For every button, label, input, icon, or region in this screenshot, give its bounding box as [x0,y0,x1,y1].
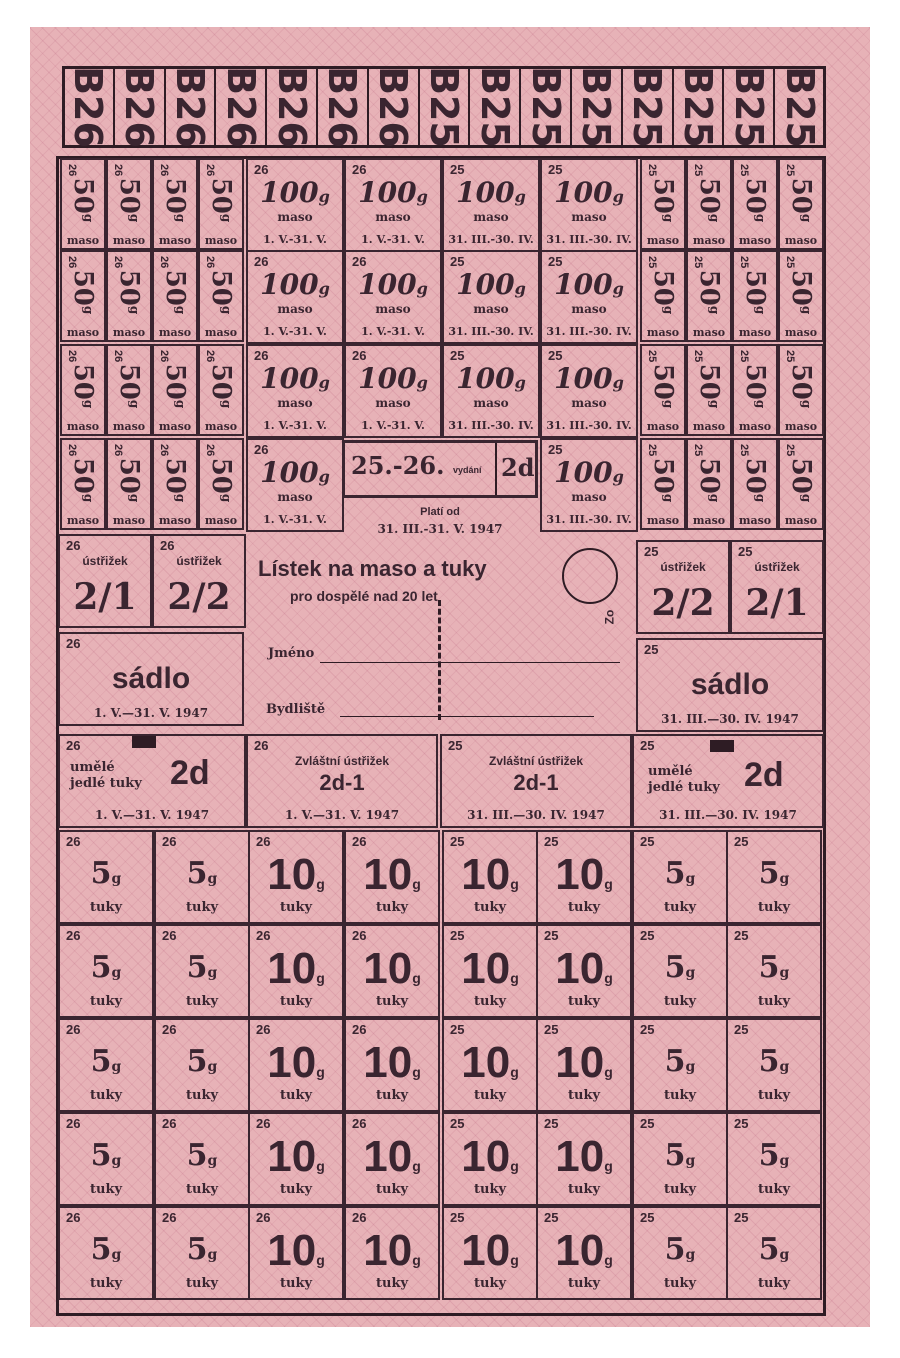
valid-label: Platí od [420,506,460,518]
fat-coupon: 25 10g tuky [536,1018,632,1112]
issue-box [342,440,538,498]
meat-50g-coupon: 26 50$^g$ maso [106,344,152,436]
meat-50g-coupon: 26 50$^g$ maso [106,250,152,342]
fat-coupon: 25 10g tuky [536,924,632,1018]
fat-coupon: 25 10g tuky [536,1206,632,1300]
fat-coupon: 26 10g tuky [248,1018,344,1112]
meat-50g-coupon: 26 50$^g$ maso [60,344,106,436]
header-code: B26 [64,68,115,146]
fat-coupon: 26 5g tuky [58,830,154,924]
meat-50g-coupon: 26 50$^g$ maso [198,158,244,250]
meat-100g-coupon: 26 100g maso 1. V.-31. V. [246,158,344,252]
fat-coupon: 25 5g tuky [632,1112,728,1206]
valid-range: 31. III.-31. V. 1947 [377,522,503,536]
fats-26: 26 umělé jedlé tuky 2d 1. V.—31. V. 1947 [58,734,246,828]
meat-50g-coupon: 26 50$^g$ maso [106,438,152,530]
header-code: B25 [674,68,725,146]
fat-coupon: 26 10g tuky [248,830,344,924]
meat-50g-coupon: 25 50$^g$ maso [640,438,686,530]
meat-50g-coupon: 25 50$^g$ maso [686,158,732,250]
fats-25: 25 umělé jedlé tuky 2d 31. III.—30. IV. 1947 [632,734,824,828]
meat-50g-coupon: 25 50$^g$ maso [732,344,778,436]
meat-100g-coupon: 26 100g maso 1. V.-31. V. [344,158,442,252]
special-26: 26 Zvláštní ústřižek 2d-1 1. V.—31. V. 1947 [246,734,438,828]
meat-50g-coupon: 25 50$^g$ maso [732,158,778,250]
meat-100g-coupon: 26 100g maso 1. V.-31. V. [246,250,344,344]
fat-coupon: 25 10g tuky [442,830,538,924]
fat-coupon: 25 5g tuky [726,1018,822,1112]
fat-coupon: 25 5g tuky [632,830,728,924]
fat-coupon: 25 5g tuky [726,1112,822,1206]
header-code: B26 [115,68,166,146]
meat-100g-coupon: 25 100g maso 31. III.-30. IV. [442,158,540,252]
header-code: B25 [724,68,775,146]
header-code: B26 [318,68,369,146]
lard-25: 25 sádlo 31. III.—30. IV. 1947 [636,638,824,732]
meat-50g-coupon: 25 50$^g$ maso [732,438,778,530]
meat-50g-coupon: 25 50$^g$ maso [686,344,732,436]
fat-coupon: 26 5g tuky [58,1206,154,1300]
special-25: 25 Zvláštní ústřižek 2d-1 31. III.—30. IV. 1947 [440,734,632,828]
fat-coupon: 25 5g tuky [726,830,822,924]
header-code: B26 [267,68,318,146]
fat-coupon: 25 10g tuky [442,1112,538,1206]
meat-100g-coupon: 26 100g maso 1. V.-31. V. [344,250,442,344]
fat-coupon: 26 10g tuky [344,1206,440,1300]
meat-100g-coupon: 25 100g maso 31. III.-30. IV. [540,250,638,344]
meat-100g-coupon: 25 100g maso 31. III.-30. IV. [540,438,638,532]
meat-50g-coupon: 25 50$^g$ maso [778,250,824,342]
meat-100g-coupon: 25 100g maso 31. III.-30. IV. [540,158,638,252]
strip-value: 2/2 [167,576,231,618]
fat-coupon: 25 5g tuky [726,924,822,1018]
header-code: B26 [369,68,420,146]
meat-50g-coupon: 26 50$^g$ maso [152,250,198,342]
meat-50g-coupon: 25 50$^g$ maso [778,438,824,530]
fat-coupon: 26 5g tuky [58,1112,154,1206]
header-code: B25 [521,68,572,146]
fat-coupon: 26 10g tuky [344,830,440,924]
fat-coupon: 26 10g tuky [344,1018,440,1112]
strip-25-2-2: 25 ústřižek 2/2 [636,540,730,634]
header-code: B25 [572,68,623,146]
meat-50g-coupon: 26 50$^g$ maso [152,158,198,250]
fat-coupon: 26 5g tuky [154,924,250,1018]
fat-coupon: 26 5g tuky [154,1112,250,1206]
fat-coupon: 25 5g tuky [632,924,728,1018]
header-code: B25 [420,68,471,146]
meat-50g-coupon: 26 50$^g$ maso [198,344,244,436]
header-code: B25 [623,68,674,146]
meat-100g-coupon: 25 100g maso 31. III.-30. IV. [442,250,540,344]
issue-number: 25.-26. [351,451,445,480]
fat-coupon: 25 5g tuky [632,1206,728,1300]
meat-50g-coupon: 25 50$^g$ maso [732,250,778,342]
address-field[interactable] [340,716,594,717]
fat-coupon: 25 5g tuky [632,1018,728,1112]
issue-coupon: 2d [501,453,535,482]
meat-50g-coupon: 26 50$^g$ maso [152,438,198,530]
fat-coupon: 25 10g tuky [536,1112,632,1206]
fat-coupon: 25 5g tuky [726,1206,822,1300]
meat-100g-coupon: 26 100g maso 1. V.-31. V. [344,344,442,438]
meat-50g-coupon: 25 50$^g$ maso [640,158,686,250]
issue-word: vydání [453,465,482,475]
meat-50g-coupon: 25 50$^g$ maso [686,250,732,342]
stamp-mark: Zo [602,609,617,625]
meat-100g-coupon: 25 100g maso 31. III.-30. IV. [442,344,540,438]
meat-50g-coupon: 26 50$^g$ maso [60,438,106,530]
fat-coupon: 25 10g tuky [442,924,538,1018]
state-seal [562,548,618,604]
meat-100g-coupon: 26 100g maso 1. V.-31. V. [246,438,344,532]
fat-coupon: 25 10g tuky [442,1206,538,1300]
fat-coupon: 25 10g tuky [536,830,632,924]
strip-value: 2/2 [651,582,715,624]
header-code: B26 [216,68,267,146]
strip-value: 2/1 [73,576,137,618]
fat-coupon: 26 10g tuky [344,924,440,1018]
address-label: Bydliště [266,702,326,717]
fat-coupon: 26 10g tuky [344,1112,440,1206]
name-field[interactable] [320,662,620,663]
meat-50g-coupon: 25 50$^g$ maso [778,344,824,436]
meat-50g-coupon: 26 50$^g$ maso [198,438,244,530]
meat-100g-coupon: 25 100g maso 31. III.-30. IV. [540,344,638,438]
fat-coupon: 26 10g tuky [248,1112,344,1206]
fat-coupon: 26 10g tuky [248,1206,344,1300]
strip-26-2-1: 26 ústřižek 2/1 [58,534,152,628]
card-title: Lístek na maso a tuky [258,556,487,581]
strip-25-2-1: 25 ústřižek 2/1 [730,540,824,634]
meat-50g-coupon: 26 50$^g$ maso [60,158,106,250]
meat-50g-coupon: 26 50$^g$ maso [60,250,106,342]
meat-50g-coupon: 26 50$^g$ maso [106,158,152,250]
meat-50g-coupon: 25 50$^g$ maso [640,250,686,342]
perforation [438,600,441,720]
fat-coupon: 26 5g tuky [154,1206,250,1300]
fat-coupon: 26 5g tuky [58,1018,154,1112]
meat-50g-coupon: 26 50$^g$ maso [152,344,198,436]
header-code: B25 [775,68,826,146]
strip-value: 2/1 [745,582,809,624]
fat-coupon: 26 5g tuky [154,1018,250,1112]
meat-50g-coupon: 25 50$^g$ maso [686,438,732,530]
name-label: Jméno [268,646,315,661]
header-code: B26 [166,68,217,146]
fat-coupon: 26 5g tuky [154,830,250,924]
meat-100g-coupon: 26 100g maso 1. V.-31. V. [246,344,344,438]
meat-50g-coupon: 25 50$^g$ maso [778,158,824,250]
strip-26-2-2: 26 ústřižek 2/2 [152,534,246,628]
lard-26: 26 sádlo 1. V.—31. V. 1947 [58,632,244,726]
fat-coupon: 25 10g tuky [442,1018,538,1112]
fat-coupon: 26 10g tuky [248,924,344,1018]
fat-coupon: 26 5g tuky [58,924,154,1018]
meat-50g-coupon: 26 50$^g$ maso [198,250,244,342]
header-code: B25 [470,68,521,146]
meat-50g-coupon: 25 50$^g$ maso [640,344,686,436]
card-subtitle: pro dospělé nad 20 let [290,588,438,604]
